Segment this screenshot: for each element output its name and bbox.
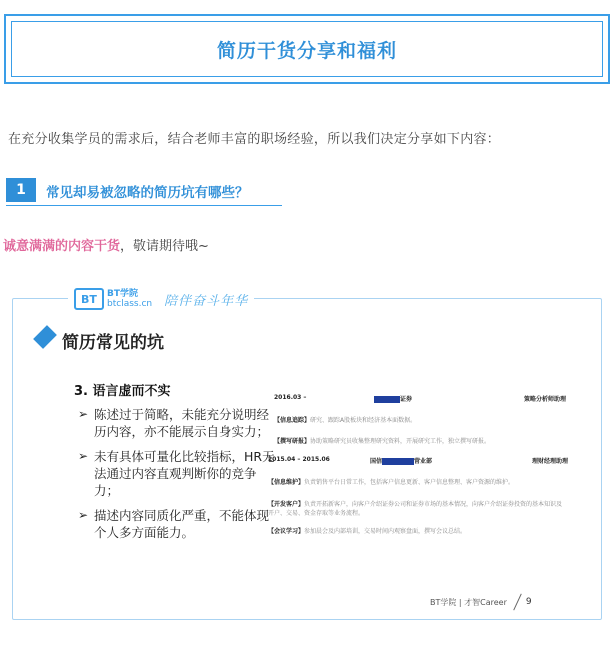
resume-company1-suffix: 证券 bbox=[400, 396, 413, 403]
intro-text: 在充分收集学员的需求后，结合老师丰富的职场经验，所以我们决定分享如下内容： bbox=[8, 132, 501, 147]
point-title: 3. 语言虚而不实 bbox=[74, 384, 171, 399]
title-banner bbox=[4, 14, 610, 84]
bullet-list bbox=[78, 406, 278, 549]
resume-item2-text: 协助策略研究员收集整理研究资料，开展研究工作，独立撰写研报。 bbox=[310, 438, 491, 445]
resume-item4-label: 【开发客户】 bbox=[268, 501, 305, 508]
redaction-mark bbox=[382, 458, 414, 465]
arrow-bullet-icon: ➢ bbox=[78, 407, 89, 421]
resume-item3-label: 【信息维护】 bbox=[268, 479, 305, 486]
logo-en: btclass.cn bbox=[107, 299, 153, 309]
bullet-item bbox=[78, 406, 278, 440]
title-banner-inner bbox=[11, 21, 603, 77]
resume-item4-text: 负责开拓新客户，向客户介绍证券公司和证券市场的基本情况，向客户介绍证券投资的基本知识及开户、交易、资金存取等业务流程。 bbox=[268, 501, 563, 517]
resume-job1-header bbox=[274, 394, 306, 401]
resume-item3-text: 负责销售平台日常工作，包括客户信息更新、客户信息整理、客户资源的维护。 bbox=[304, 479, 515, 486]
arrow-bullet-icon: ➢ bbox=[78, 449, 89, 463]
redaction-mark bbox=[374, 396, 400, 403]
bullet-item bbox=[78, 507, 278, 541]
resume-item3 bbox=[268, 477, 514, 486]
arrow-bullet-icon: ➢ bbox=[78, 508, 89, 522]
resume-item5-text: 参加晨会及内部培训，交易时间内观察盘面，撰写会议总结。 bbox=[304, 528, 467, 535]
bullet-text: 描述内容同质化严重，不能体现个人多方面能力。 bbox=[94, 508, 270, 540]
resume-company2-suffix: 营业部 bbox=[414, 458, 433, 465]
page-number: 9 bbox=[525, 597, 532, 607]
section-heading bbox=[6, 176, 282, 206]
slide-image bbox=[10, 284, 606, 624]
bullet-item bbox=[78, 448, 278, 499]
note-rest: ，敬请期待哦~ bbox=[120, 239, 209, 254]
resume-item5 bbox=[268, 526, 466, 535]
resume-role2 bbox=[532, 456, 568, 465]
note-emphasis: 诚意满满的内容干货 bbox=[3, 239, 121, 254]
slide-footer bbox=[430, 593, 532, 611]
section-title: 常见却易被忽略的简历坑有哪些？ bbox=[46, 185, 249, 201]
page-title: 简历干货分享和福利 bbox=[216, 39, 397, 62]
resume-company1 bbox=[374, 394, 412, 403]
resume-item2-label: 【撰写研报】 bbox=[274, 438, 311, 445]
logo-text bbox=[107, 289, 152, 309]
resume-date1: 2016.03 – bbox=[274, 394, 307, 401]
bullet-text: 未有具体可量化比较指标，HR无法通过内容直观判断你的竞争力； bbox=[94, 449, 275, 498]
resume-job2-header bbox=[268, 456, 330, 463]
bullet-text: 陈述过于简略，未能充分说明经历内容，亦不能展示自身实力； bbox=[94, 407, 270, 439]
note-line bbox=[3, 235, 209, 254]
resume-role2-text: 理财经理助理 bbox=[532, 458, 569, 465]
resume-item1-label: 【信息追踪】 bbox=[274, 417, 311, 424]
resume-item1-text: 研究、跟踪A股板块和经济基本面数据。 bbox=[310, 417, 417, 424]
resume-item2 bbox=[274, 436, 490, 445]
resume-role1-text: 策略分析师助理 bbox=[524, 396, 567, 403]
logo-slogan: 陪伴奋斗年华 bbox=[164, 293, 249, 309]
bt-logo-icon: BT bbox=[74, 288, 104, 310]
resume-item4 bbox=[268, 500, 568, 518]
resume-item1 bbox=[274, 415, 416, 424]
brand-logo bbox=[68, 286, 254, 312]
resume-item5-label: 【会议学习】 bbox=[268, 528, 305, 535]
footer-divider bbox=[513, 594, 522, 611]
resume-company2 bbox=[370, 456, 432, 465]
footer-brand: BT学院 | 才智Career bbox=[430, 597, 507, 607]
logo-cn: BT学院 bbox=[107, 289, 138, 299]
resume-date2: 2015.04 – 2015.06 bbox=[268, 456, 330, 463]
resume-role1 bbox=[524, 394, 566, 403]
resume-company2-prefix: 国信 bbox=[370, 458, 383, 465]
section-number-badge: 1 bbox=[6, 178, 36, 202]
slide-heading: 简历常见的坑 bbox=[62, 333, 164, 353]
